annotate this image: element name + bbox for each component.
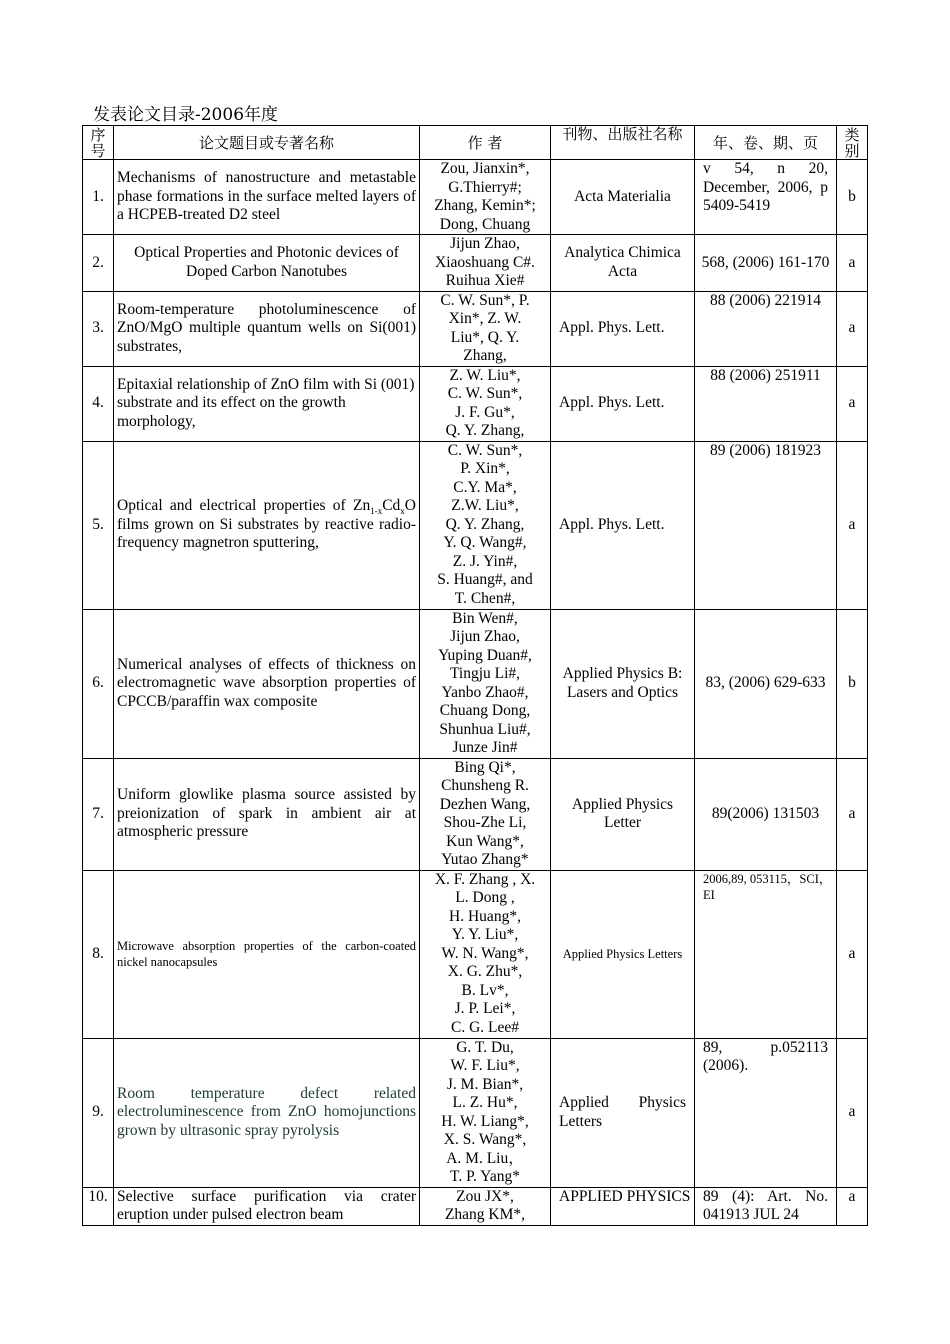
year-volume-pages: 568, (2006) 161-170: [695, 235, 837, 292]
author-line: Junze Jin#: [452, 739, 518, 756]
row-number: 9.: [83, 1038, 114, 1187]
category-cell: b: [837, 160, 868, 235]
journal-cell: Appl. Phys. Lett.: [551, 441, 695, 609]
row-number: 8.: [83, 870, 114, 1038]
paper-title: Room temperature defect related electroluminescence from ZnO homojunctions grown by ultrasonic spray pyrolysis: [114, 1038, 420, 1187]
paper-title: Selective surface purification via crater eruption under pulsed electron beam: [114, 1187, 420, 1225]
category-cell: a: [837, 870, 868, 1038]
journal-cell: Applied Physics Letters: [551, 1038, 695, 1187]
row-number: 4.: [83, 366, 114, 441]
year-volume-pages: v 54, n 20, December, 2006, p 5409-5419: [695, 160, 837, 235]
author-line: H. W. Liang*,: [441, 1112, 529, 1130]
table-row: [83, 441, 868, 609]
author-line: W. N. Wang*,: [441, 944, 529, 962]
table-row: [83, 160, 868, 235]
author-line: Zhang, Kemin*;: [434, 197, 536, 214]
authors-cell: [420, 609, 551, 758]
author-line: Shunhua Liu#,: [439, 720, 531, 738]
journal-cell: Acta Materialia: [551, 160, 695, 235]
table-row: [83, 609, 868, 758]
header-journal: 刊物、出版社名称: [551, 126, 695, 160]
page-title: 发表论文目录-2006年度: [93, 105, 279, 125]
author-line: P. Xin*,: [460, 460, 510, 478]
table-row: [83, 366, 868, 441]
author-line: C. W. Sun*, P.: [440, 291, 530, 309]
category-cell: a: [837, 758, 868, 870]
author-line: Shou-Zhe Li,: [443, 814, 527, 831]
journal-cell: Applied Physics B: Lasers and Optics: [551, 609, 695, 758]
author-line: Bing Qi*,: [454, 758, 516, 776]
journal-cell: Analytica Chimica Acta: [551, 235, 695, 292]
author-line: J. P. Lei*,: [454, 1000, 516, 1018]
year-volume-pages: 89 (4): Art. No. 041913 JUL 24: [695, 1187, 837, 1225]
author-line: Jijun Zhao,: [450, 235, 520, 252]
author-line: Zou JX*,: [456, 1187, 514, 1205]
header-title: 论文题目或专著名称: [114, 126, 420, 160]
title-part: Cd: [382, 497, 401, 515]
authors-cell: [420, 758, 551, 870]
row-number: 10.: [83, 1187, 114, 1225]
year-volume-pages: 89 (2006) 181923: [695, 441, 837, 609]
year-volume-pages: 88 (2006) 251911: [695, 366, 837, 441]
paper-title: Mechanisms of nanostructure and metastable phase formations in the surface melted layers of a HCPEB-treated D2 steel: [114, 160, 420, 235]
row-number: 6.: [83, 609, 114, 758]
author-line: Yutao Zhang*: [441, 851, 529, 868]
paper-title: Optical Properties and Photonic devices of Doped Carbon Nanotubes: [114, 235, 420, 292]
authors-cell: [420, 366, 551, 441]
paper-title: Uniform glowlike plasma source assisted by preionization of spark in ambient air at atmospheric pressure: [114, 758, 420, 870]
author-line: J. F. Gu*,: [455, 403, 515, 421]
authors-cell: [420, 291, 551, 366]
author-line: X. S. Wang*,: [443, 1131, 527, 1148]
journal-cell: Appl. Phys. Lett.: [551, 366, 695, 441]
author-line: B. Lv*,: [461, 981, 509, 999]
author-line: T. Chen#,: [454, 589, 516, 607]
header-year: 年、卷、期、页: [695, 126, 837, 160]
author-line: G. T. Du,: [456, 1038, 514, 1056]
author-line: Jijun Zhao,: [450, 628, 520, 645]
row-number: 1.: [83, 160, 114, 235]
author-line: Z.W. Liu*,: [451, 497, 519, 515]
row-number: 7.: [83, 758, 114, 870]
author-line: Dezhen Wang,: [439, 795, 531, 813]
title-subscript: x: [400, 506, 405, 517]
paper-title: Microwave absorption properties of the carbon-coated nickel nanocapsules: [114, 870, 420, 1038]
author-line: Y. Q. Wang#,: [443, 534, 527, 552]
author-line: Y. Y. Liu*,: [451, 926, 519, 944]
paper-title: Room-temperature photoluminescence of ZnO/MgO multiple quantum wells on Si(001) substrates,: [114, 291, 420, 366]
journal-cell: APPLIED PHYSICS: [551, 1187, 695, 1225]
author-line: Liu*, Q. Y.: [450, 328, 520, 346]
author-line: Zhang KM*,: [444, 1206, 526, 1223]
authors-cell: [420, 1187, 551, 1225]
year-volume-pages: 89(2006) 131503: [695, 758, 837, 870]
author-line: Dong, Chuang: [439, 215, 531, 233]
journal-cell: Applied Physics Letter: [551, 758, 695, 870]
author-line: J. M. Bian*,: [446, 1075, 524, 1093]
author-line: C. G. Lee#: [450, 1018, 519, 1036]
authors-cell: [420, 160, 551, 235]
table-row: [83, 758, 868, 870]
author-line: C. W. Sun*,: [447, 441, 523, 459]
author-line: Yuping Duan#,: [438, 646, 532, 664]
author-line: C.Y. Ma*,: [453, 478, 517, 496]
category-cell: a: [837, 291, 868, 366]
category-cell: b: [837, 609, 868, 758]
authors-cell: [420, 441, 551, 609]
authors-cell: [420, 870, 551, 1038]
table-row: [83, 235, 868, 292]
table-row: [83, 870, 868, 1038]
table-header-row: [83, 126, 868, 160]
authors-cell: [420, 1038, 551, 1187]
author-line: Kun Wang*,: [446, 832, 524, 850]
table-row: [83, 1187, 868, 1225]
year-volume-pages: 89, p.052113 (2006).: [695, 1038, 837, 1187]
author-line: Yanbo Zhao#,: [441, 683, 529, 701]
author-line: W. F. Liu*,: [450, 1057, 520, 1074]
author-line: X. G. Zhu*,: [447, 963, 523, 981]
category-cell: a: [837, 1038, 868, 1187]
author-line: Tingju Li#,: [449, 665, 521, 682]
author-line: Z. J. Yin#,: [452, 552, 518, 570]
publication-table: [82, 125, 868, 1226]
author-line: T. P. Yang*: [450, 1168, 520, 1185]
paper-title: Epitaxial relationship of ZnO film with Si (001) substrate and its effect on the growth morphology,: [114, 366, 420, 441]
author-line: C. W. Sun*,: [447, 385, 523, 402]
author-line: Zou, Jianxin*,: [440, 160, 530, 177]
author-line: Xin*, Z. W.: [448, 310, 522, 327]
author-line: Q. Y. Zhang,: [445, 515, 525, 533]
author-line: Zhang,: [463, 347, 507, 364]
author-line: Chunsheng R.: [441, 777, 529, 794]
author-line: Xiaoshuang C#.: [435, 253, 535, 271]
table-row: [83, 1038, 868, 1187]
year-volume-pages: 2006,89, 053115，SCI，EI: [695, 870, 837, 1038]
header-category: 类别: [837, 126, 868, 160]
authors-cell: [420, 235, 551, 292]
category-cell: a: [837, 441, 868, 609]
paper-title: [114, 441, 420, 609]
paper-title: Numerical analyses of effects of thickness on electromagnetic wave absorption properties of CPCCB/paraffin wax composite: [114, 609, 420, 758]
title-part: O films grown on Si substrates by reactive radio-frequency magnetron sputtering,: [117, 497, 416, 552]
header-authors: 作 者: [420, 126, 551, 160]
author-line: A. M. Liu，: [446, 1149, 524, 1167]
header-no: 序号: [83, 126, 114, 160]
author-line: Ruihua Xie#: [445, 272, 525, 289]
author-line: Z. W. Liu*,: [449, 366, 521, 384]
author-line: H. Huang*,: [449, 907, 521, 925]
author-line: S. Huang#, and: [437, 571, 533, 589]
author-line: Bin Wen#,: [452, 609, 518, 627]
category-cell: a: [837, 1187, 868, 1225]
year-volume-pages: 88 (2006) 221914: [695, 291, 837, 366]
author-line: Q. Y. Zhang,: [445, 422, 525, 439]
journal-cell: Applied Physics Letters: [551, 870, 695, 1038]
author-line: Chuang Dong,: [439, 702, 531, 719]
journal-cell: Appl. Phys. Lett.: [551, 291, 695, 366]
table-row: [83, 291, 868, 366]
category-cell: a: [837, 235, 868, 292]
year-volume-pages: 83, (2006) 629-633: [695, 609, 837, 758]
title-part: Optical and electrical properties of Zn: [117, 497, 371, 515]
author-line: L. Z. Hu*,: [452, 1094, 518, 1111]
author-line: G.Thierry#;: [448, 178, 522, 196]
author-line: X. F. Zhang , X.: [434, 870, 536, 888]
title-subscript: 1-x: [370, 506, 383, 517]
row-number: 2.: [83, 235, 114, 292]
author-line: L. Dong ,: [455, 889, 515, 907]
row-number: 3.: [83, 291, 114, 366]
row-number: 5.: [83, 441, 114, 609]
category-cell: a: [837, 366, 868, 441]
